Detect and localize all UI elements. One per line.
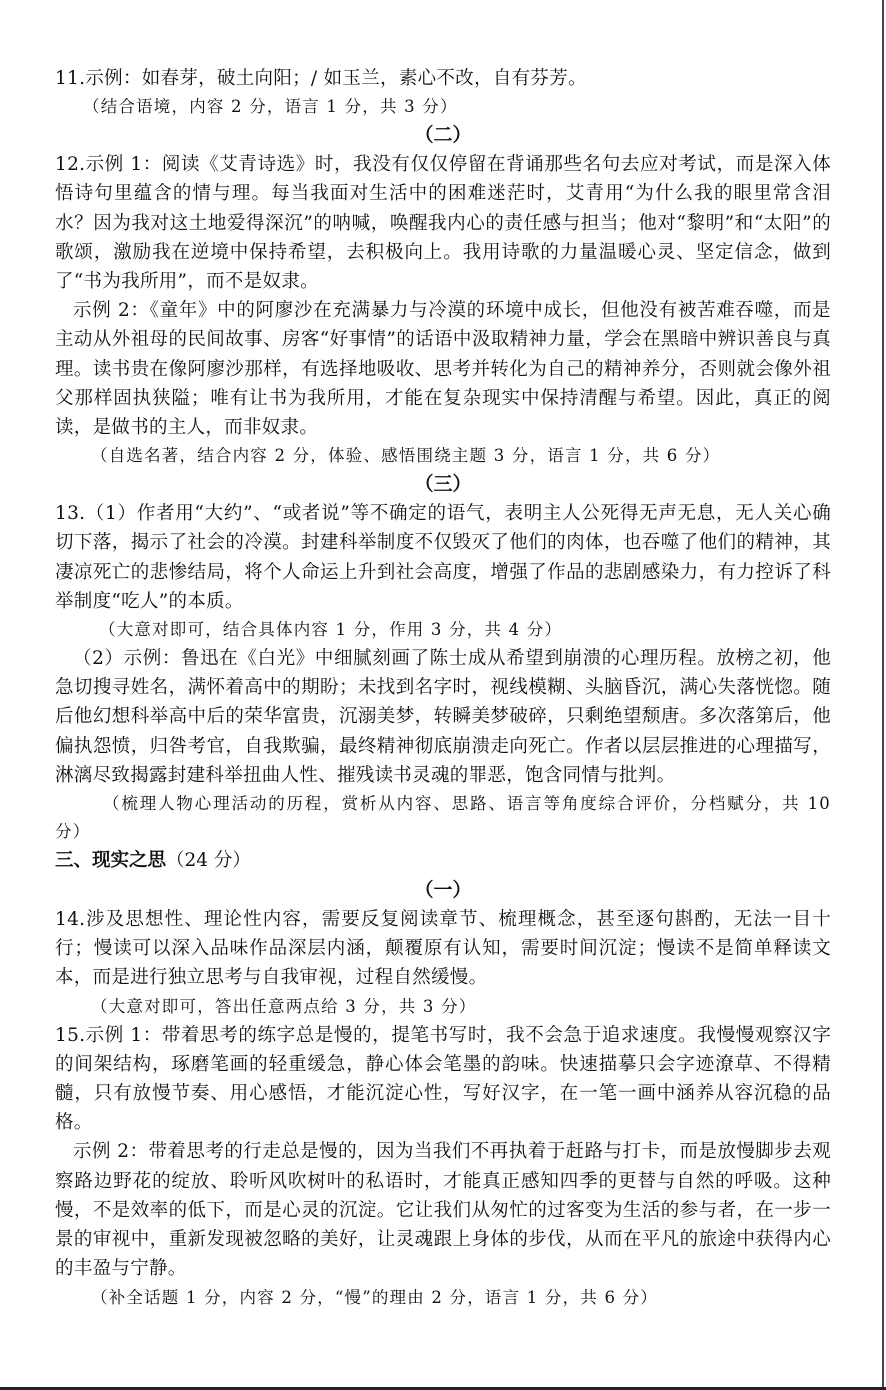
q12-example1: 12.示例 1：阅读《艾青诗选》时，我没有仅仅停留在背诵那些名句去应对考试，而是深入体悟诗句里蕴含的情与理。每当我面对生活中的困难迷茫时，艾青用“为什么我的眼里常含泪水？因为我对这土地爱得深沉”的呐喊，唤醒我内心的责任感与担当；他对“黎明”和“太阳”的歌颂，激励我在逆境中保持希望，去积极向上。我用诗歌的力量温暖心灵、坚定信念，做到了“书为我所用”，而不是奴隶。 (55, 154, 831, 293)
q15-scoring-note: （补全话题 1 分，内容 2 分，“慢”的理由 2 分，语言 1 分，共 6 分） (91, 1287, 659, 1307)
q13-part2: （2）示例：鲁迅在《白光》中细腻刻画了陈士成从希望到崩溃的心理历程。放榜之初，他急切搜寻姓名，满怀着高中的期盼；未找到名字时，视线模糊、头脑昏沉，满心失落恍惚。随后他幻想科举高中后的荣华富贵，沉溺美梦，转瞬美梦破碎，只剩绝望颓唐。多次落第后，他偏执怨愤，归咎考官，自我欺骗，最终精神彻底崩溃走向死亡。作者以层层推进的心理描写，淋漓尽致揭露封建科举扭曲人性、摧残读书灵魂的罪恶，饱含同情与批判。 (55, 648, 831, 786)
page-edge-rule (882, 0, 884, 1390)
q13-scoring-note2: （梳理人物心理活动的历程，赏析从内容、思路、语言等角度综合评价，分档赋分，共 10 分） (55, 794, 831, 842)
q11-answer: 11.示例：如春芽，破土向阳；/ 如玉兰，素心不改，自有芬芳。 (55, 68, 587, 89)
q15-example2: 示例 2：带着思考的行走总是慢的，因为当我们不再执着于赶路与打卡，而是放慢脚步去观察路边野花的绽放、聆听风吹树叶的私语时，才能真正感知四季的更替与自然的呼吸。这种慢，不是效率的低下，而是心灵的沉淀。它让我们从匆忙的过客变为生活的参与者，在一步一景的审视中，重新发现被忽略的美好，让灵魂跟上身体的步伐，从而在平凡的旅途中获得内心的丰盈与宁静。 (55, 1141, 831, 1280)
section3-score: （24 分） (166, 850, 251, 872)
q11-scoring-note: （结合语境，内容 2 分，语言 1 分，共 3 分） (83, 97, 458, 117)
part2-heading: （二） (414, 124, 472, 147)
part1-heading: （一） (414, 879, 472, 902)
part3-heading: （三） (414, 473, 472, 496)
q14-scoring-note: （大意对即可，答出任意两点给 3 分，共 3 分） (91, 996, 477, 1016)
q13-part1: 13.（1）作者用“大约”、“或者说”等不确定的语气，表明主人公死得无声无息，无人关心确切下落，揭示了社会的冷漠。封建科举制度不仅毁灭了他们的肉体，也吞噬了他们的精神，其凄凉死亡的悲惨结局，将个人命运上升到社会高度，增强了作品的悲剧感染力，有力控诉了科举制度“吃人”的本质。 (55, 503, 831, 612)
q13-scoring-note1: （大意对即可，结合具体内容 1 分，作用 3 分，共 4 分） (99, 620, 563, 640)
answer-page (55, 64, 831, 1312)
q12-example2: 示例 2：《童年》中的阿廖沙在充满暴力与冷漠的环境中成长，但他没有被苦难吞噬，而是主动从外祖母的民间故事、房客“好事情”的话语中汲取精神力量，学会在黑暗中辨识善良与真理。读书贵在像阿廖沙那样，有选择地吸收、思考并转化为自己的精神养分，否则就会像外祖父那样固执狭隘；唯有让书为我所用，才能在复杂现实中保持清醒与希望。因此，真正的阅读，是做书的主人，而非奴隶。 (55, 300, 831, 439)
q14-answer: 14.涉及思想性、理论性内容，需要反复阅读章节、梳理概念，甚至逐句斟酌，无法一目十行；慢读可以深入品味作品深层内涵，颠覆原有认知，需要时间沉淀；慢读不是简单释读文本，而是进行独立思考与自我审视，过程自然缓慢。 (55, 909, 831, 989)
q12-scoring-note: （自选名著，结合内容 2 分，体验、感悟围绕主题 3 分，语言 1 分，共 6 分） (91, 446, 721, 466)
section3-title (55, 846, 831, 876)
q15-example1: 15.示例 1：带着思考的练字总是慢的，提笔书写时，我不会急于追求速度。我慢慢观察汉字的间架结构，琢磨笔画的轻重缓急，静心体会笔墨的韵味。快速描摹只会字迹潦草、不得精髓，只有放慢节奏、用心感悟，才能沉淀心性，写好汉字，在一笔一画中涵养从容沉稳的品格。 (55, 1024, 831, 1134)
section3-title-text: 三、现实之思 (55, 850, 167, 872)
